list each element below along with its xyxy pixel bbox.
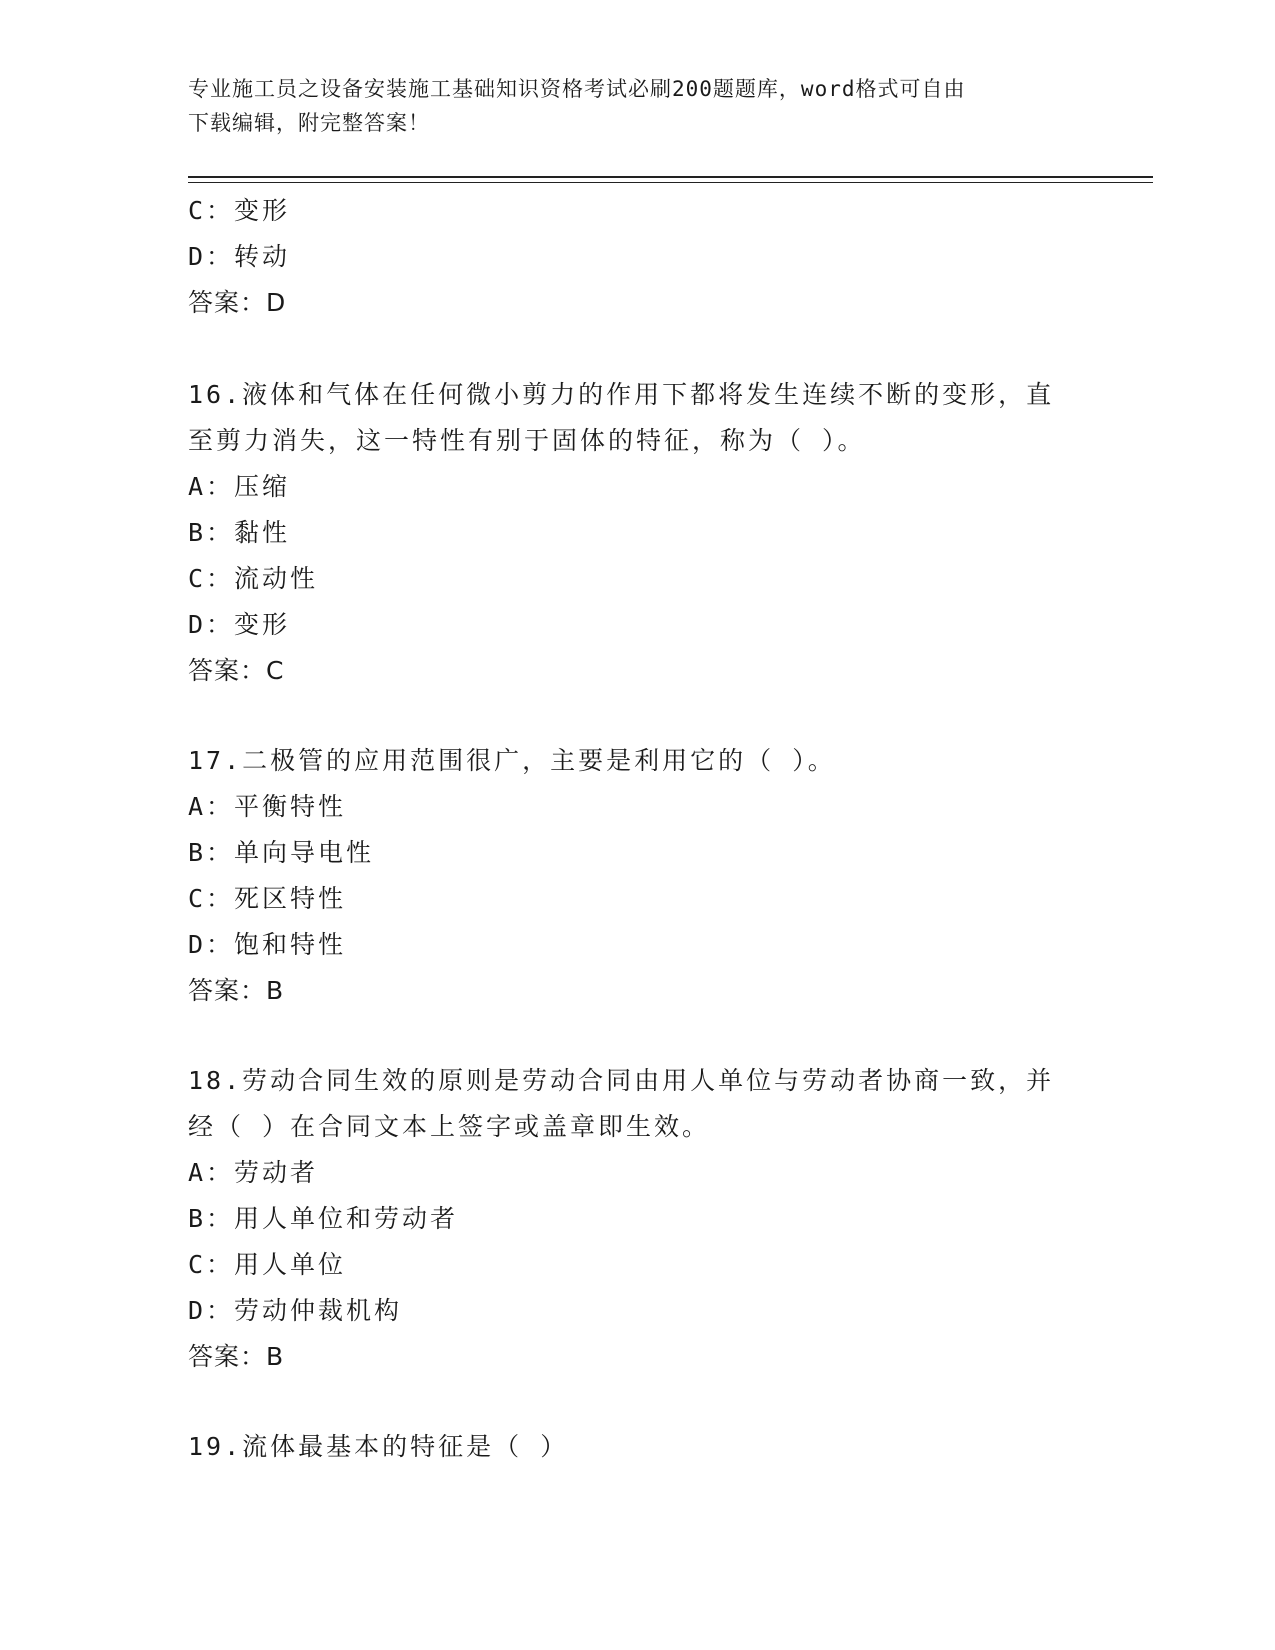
header-title-line-2: 下载编辑，附完整答案！ [188, 111, 430, 135]
question-text-line-1: 17.二极管的应用范围很广，主要是利用它的（ ）。 [188, 746, 836, 775]
document-header [188, 72, 1088, 140]
question-text-line-1: 19.流体最基本的特征是（ ） [188, 1432, 569, 1461]
option-d: D：饱和特性 [188, 930, 347, 959]
answer-line: 答案：B [188, 976, 285, 1005]
question-17 [188, 738, 1088, 1014]
option-d: D：变形 [188, 610, 291, 639]
question-text-line-2: 至剪力消失，这一特性有别于固体的特征，称为（ ）。 [188, 426, 866, 455]
option-c: C：流动性 [188, 564, 319, 593]
option-a: A：平衡特性 [188, 792, 347, 821]
option-b: B：用人单位和劳动者 [188, 1204, 459, 1233]
header-divider-thin [188, 182, 1153, 183]
option-c: C：变形 [188, 196, 291, 225]
option-a: A：劳动者 [188, 1158, 319, 1187]
question-list [188, 188, 1088, 1470]
option-a: A：压缩 [188, 472, 291, 501]
header-divider-thick [188, 176, 1153, 178]
question-18 [188, 1058, 1088, 1380]
question-text-line-1: 18.劳动合同生效的原则是劳动合同由用人单位与劳动者协商一致，并 [188, 1066, 1055, 1095]
answer-line: 答案：B [188, 1342, 285, 1371]
question-text-line-1: 16.液体和气体在任何微小剪力的作用下都将发生连续不断的变形，直 [188, 380, 1055, 409]
question-19 [188, 1424, 1088, 1470]
answer-line: 答案：D [188, 288, 287, 317]
option-d: D：劳动仲裁机构 [188, 1296, 403, 1325]
option-b: B：黏性 [188, 518, 291, 547]
header-title-line-1: 专业施工员之设备安装施工基础知识资格考试必刷200题题库，word格式可自由 [188, 77, 966, 101]
option-b: B：单向导电性 [188, 838, 375, 867]
option-c: C：死区特性 [188, 884, 347, 913]
option-c: C：用人单位 [188, 1250, 347, 1279]
question-text-line-2: 经（ ）在合同文本上签字或盖章即生效。 [188, 1112, 711, 1141]
question-16 [188, 372, 1088, 694]
option-d: D：转动 [188, 242, 291, 271]
answer-line: 答案：C [188, 656, 285, 685]
